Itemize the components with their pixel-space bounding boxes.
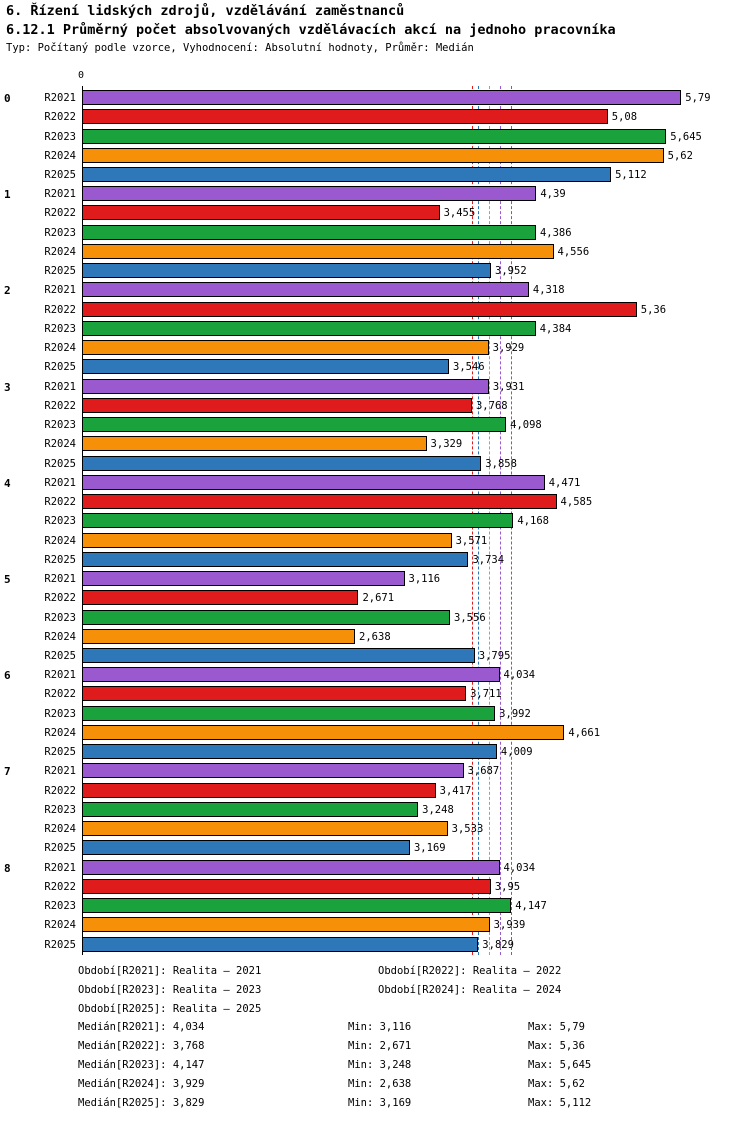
series-row-label: R2021 [44,765,76,778]
category-label: 8 [4,861,11,875]
category-label: 6 [4,669,11,683]
bar[interactable] [82,494,557,509]
legend-stat-min: Min: 3,116 [348,1021,412,1033]
legend-series-entry: Období[R2023]: Realita – 2023 [78,984,262,996]
series-row-label: R2024 [44,919,76,932]
bar[interactable] [82,686,466,701]
bar-value-label: 3,571 [455,534,488,547]
bar-value-label: 5,36 [640,303,667,316]
bar-value-label: 4,318 [532,284,565,297]
series-row-label: R2025 [44,265,76,278]
series-row-label: R2025 [44,746,76,759]
bar-value-label: 4,585 [560,496,593,509]
bar-value-label: 4,168 [517,515,549,528]
series-row-label: R2021 [44,476,76,489]
series-row-label: R2021 [44,380,76,393]
legend-series-entry: Období[R2024]: Realita – 2024 [378,984,562,996]
legend-stat-median: Medián[R2022]: 3,768 [78,1040,205,1052]
bar[interactable] [82,590,358,605]
bar[interactable] [82,321,536,336]
bar-value-label: 5,79 [685,92,711,104]
legend-series-entry: Období[R2021]: Realita – 2021 [78,965,262,977]
series-row-label: R2021 [44,284,76,297]
legend-stat-median: Medián[R2021]: 4,034 [78,1021,205,1033]
bar[interactable] [82,456,481,471]
series-row-label: R2022 [44,207,76,220]
bar[interactable] [82,148,664,163]
bar[interactable] [82,860,500,875]
bar[interactable] [82,879,491,894]
bar-value-label: 3,546 [453,361,485,374]
bar[interactable] [82,282,529,297]
category-label: 7 [4,765,11,779]
series-row-label: R2023 [44,803,76,816]
bar-value-label: 3,455 [443,207,476,220]
page-title: 6. Řízení lidských zdrojů, vzdělávání zaměstnanců [6,3,405,19]
bar-value-label: 3,533 [451,823,484,836]
bar[interactable] [82,725,564,740]
bar-value-label: 3,169 [413,842,446,855]
bar[interactable] [82,533,452,548]
bar[interactable] [82,706,495,721]
legend-stat-min: Min: 3,248 [348,1059,412,1071]
series-row-label: R2025 [44,457,76,470]
bar[interactable] [82,667,500,682]
bar-value-label: 4,386 [539,226,572,239]
bar[interactable] [82,205,440,220]
legend-series-entry: Období[R2022]: Realita – 2022 [378,965,562,977]
series-row-label: R2022 [44,111,76,124]
bar-value-label: 4,384 [539,322,572,335]
category-label: 4 [4,476,11,490]
series-row-label: R2025 [44,650,76,662]
bar-value-label: 3,248 [422,803,454,816]
bar[interactable] [82,186,536,201]
bar-value-label: 3,556 [454,611,486,624]
bar[interactable] [82,744,497,759]
legend-stat-min: Min: 2,671 [348,1040,412,1052]
bar-value-label: 4,009 [500,746,533,759]
bar-value-label: 3,734 [472,553,505,566]
series-row-label: R2022 [44,496,76,509]
series-row-label: R2023 [44,322,76,335]
series-row-label: R2024 [44,823,76,836]
series-row-label: R2022 [44,592,76,605]
series-row-label: R2022 [44,784,76,797]
bar-value-label: 5,112 [615,169,647,181]
bar-value-label: 4,034 [503,669,536,682]
category-label: 3 [4,380,11,394]
bar-value-label: 4,471 [548,476,581,489]
series-row-label: R2023 [44,130,76,143]
bar[interactable] [82,840,410,855]
bar-value-label: 5,08 [611,111,638,124]
bar-value-label: 3,116 [408,573,441,585]
bar[interactable] [82,109,608,124]
legend-stat-max: Max: 5,79 [528,1021,585,1033]
chart-subtitle: Typ: Počítaný podle vzorce, Vyhodnocení: Absolutní hodnoty, Průměr: Medián [6,42,474,54]
bar[interactable] [82,571,405,586]
bar-value-label: 3,939 [493,919,526,932]
series-row-label: R2021 [44,669,76,682]
legend-stat-min: Min: 3,169 [348,1097,412,1109]
category-label: 0 [4,92,11,105]
bar[interactable] [82,436,427,451]
bar-value-label: 4,034 [503,861,536,874]
bar-value-label: 3,829 [482,938,514,951]
series-row-label: R2025 [44,169,76,181]
bar-value-label: 3,417 [439,784,472,797]
bar-value-label: 3,795 [478,650,511,662]
category-label: 5 [4,573,11,586]
legend-stat-median: Medián[R2024]: 3,929 [78,1078,205,1090]
series-row-label: R2021 [44,573,76,585]
series-row-label: R2024 [44,438,76,451]
bar-value-label: 3,711 [470,688,502,701]
bar[interactable] [82,648,475,663]
legend-stat-max: Max: 5,645 [528,1059,592,1071]
bar[interactable] [82,263,491,278]
bar-value-label: 4,147 [515,900,547,913]
series-row-label: R2022 [44,399,76,412]
series-row-label: R2024 [44,245,76,258]
bar[interactable] [82,513,513,528]
chart-title: 6.12.1 Průměrný počet absolvovaných vzdělávacích akcí na jednoho pracovníka [6,22,616,38]
legend-stat-median: Medián[R2025]: 3,829 [78,1097,205,1109]
legend-stat-max: Max: 5,112 [528,1097,592,1109]
legend-stat-min: Min: 2,638 [348,1078,412,1090]
series-row-label: R2023 [44,226,76,239]
bar-value-label: 3,768 [475,399,508,412]
category-label: 2 [4,284,11,298]
bar[interactable] [82,90,681,105]
bar[interactable] [82,610,450,625]
series-row-label: R2021 [44,188,76,201]
bar-value-label: 2,671 [362,592,395,605]
series-row-label: R2025 [44,553,76,566]
bar-value-label: 3,329 [430,438,463,451]
series-row-label: R2023 [44,611,76,624]
series-row-label: R2024 [44,534,76,547]
chart-legend [0,965,750,1135]
bar-value-label: 3,858 [485,457,517,470]
bar[interactable] [82,129,666,144]
plot-area [4,86,746,955]
bar-value-label: 3,931 [492,380,525,393]
bar-value-label: 4,098 [510,419,542,432]
series-row-label: R2022 [44,880,76,893]
bar-value-label: 4,661 [568,726,601,739]
bar[interactable] [82,379,489,394]
bar-value-label: 5,62 [667,149,693,162]
bar[interactable] [82,763,464,778]
bar[interactable] [82,167,611,182]
bar[interactable] [82,417,506,432]
series-row-label: R2023 [44,419,76,432]
bar[interactable] [82,552,468,567]
bar-value-label: 3,929 [492,342,525,355]
bar[interactable] [82,340,489,355]
bar[interactable] [82,475,545,490]
series-row-label: R2021 [44,92,76,104]
series-row-label: R2025 [44,361,76,374]
bar[interactable] [82,821,448,836]
bar[interactable] [82,802,418,817]
series-row-label: R2022 [44,688,76,701]
bar-value-label: 3,992 [499,707,531,720]
legend-series-entry: Období[R2025]: Realita – 2025 [78,1003,262,1015]
bar-value-label: 5,645 [670,130,702,143]
bar[interactable] [82,225,536,240]
series-row-label: R2021 [44,861,76,874]
bar[interactable] [82,917,490,932]
bar[interactable] [82,359,449,374]
bar[interactable] [82,398,472,413]
series-row-label: R2023 [44,900,76,913]
bar[interactable] [82,783,436,798]
series-row-label: R2023 [44,707,76,720]
category-label: 1 [4,188,11,202]
bar[interactable] [82,302,637,317]
series-row-label: R2024 [44,149,76,162]
bar[interactable] [82,244,554,259]
legend-stat-max: Max: 5,62 [528,1078,585,1090]
bar-value-label: 2,638 [359,630,391,643]
legend-stat-max: Max: 5,36 [528,1040,585,1052]
series-row-label: R2024 [44,726,76,739]
bar[interactable] [82,937,478,952]
x-axis-tick-0: 0 [78,70,85,81]
bar[interactable] [82,629,355,644]
series-row-label: R2025 [44,938,76,951]
bar[interactable] [82,898,511,913]
series-row-label: R2024 [44,630,76,643]
bar-value-label: 3,687 [467,765,500,778]
series-row-label: R2023 [44,515,76,528]
bar-value-label: 4,556 [557,245,590,258]
series-row-label: R2025 [44,842,76,855]
legend-stat-median: Medián[R2023]: 4,147 [78,1059,205,1071]
bar-value-label: 3,95 [494,880,521,893]
series-row-label: R2024 [44,342,76,355]
bar-value-label: 4,39 [540,188,566,201]
bar-value-label: 3,952 [495,265,527,278]
series-row-label: R2022 [44,303,76,316]
